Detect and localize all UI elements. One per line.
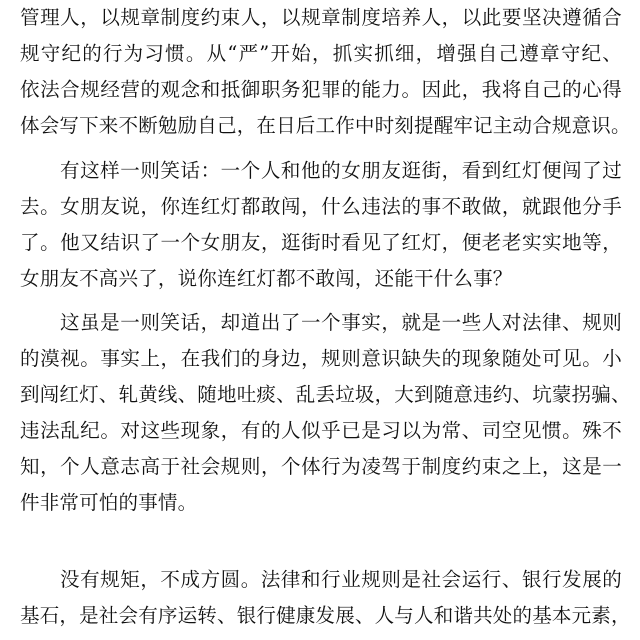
text-line: 女朋友不高兴了，说你连红灯都不敢闯，还能干什么事？ [20,267,513,290]
text-line: 去。女朋友说，你连红灯都敢闯，什么违法的事不敢做，就跟他分手 [20,195,622,218]
text-line: 依法合规经营的观念和抵御职务犯罪的能力。因此，我将自己的心得 [20,78,622,101]
text-line: 知，个人意志高于社会规则，个体行为凌驾于制度约束之上，这是一 [20,455,622,478]
text-line: 基石，是社会有序运转、银行健康发展、人与人和谐共处的基本元素， [20,604,631,627]
text-line: 有这样一则笑话：一个人和他的女朋友逛街，看到红灯便闯了过 [60,159,622,182]
text-line: 这虽是一则笑话，却道出了一个事实，就是一些人对法律、规则 [60,311,622,334]
text-line: 管理人，以规章制度约束人，以规章制度培养人，以此要坚决遵循合 [20,6,622,29]
text-line: 体会写下来不断勉励自己，在日后工作中时刻提醒牢记主动合规意识。 [20,114,631,137]
text-line: 件非常可怕的事情。 [20,491,198,514]
text-line: 没有规矩，不成方圆。法律和行业规则是社会运行、银行发展的 [60,568,622,591]
text-line: 规守纪的行为习惯。从“严”开始，抓实抓细，增强自己遵章守纪、 [20,42,622,65]
text-line: 的漠视。事实上，在我们的身边，规则意识缺失的现象随处可见。小 [20,347,622,370]
text-line: 到闯红灯、轧黄线、随地吐痰、乱丢垃圾，大到随意违约、坑蒙拐骗、 [20,383,631,406]
text-line: 了。他又结识了一个女朋友，逛街时看见了红灯，便老老实实地等， [20,231,622,254]
text-line: 违法乱纪。对这些现象，有的人似乎已是习以为常、司空见惯。殊不 [20,419,622,442]
